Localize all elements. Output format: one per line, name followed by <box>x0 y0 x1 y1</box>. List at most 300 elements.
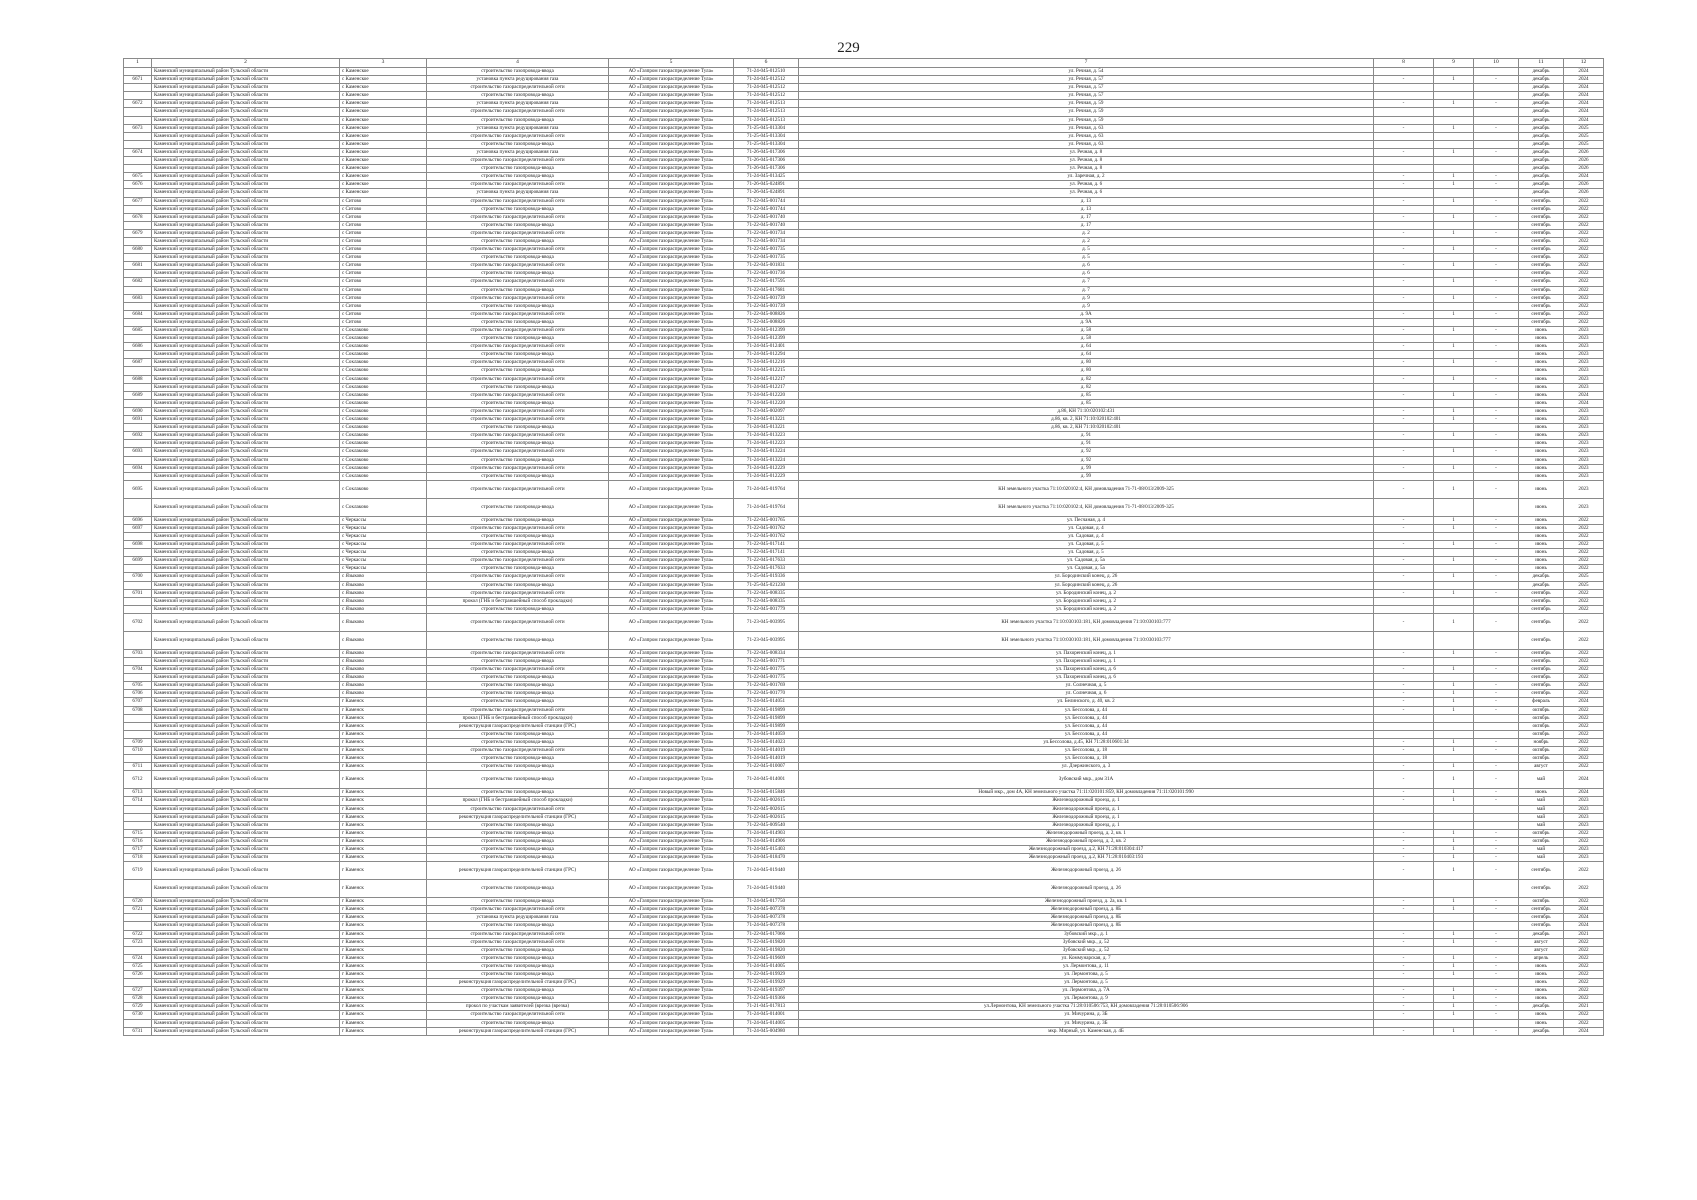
table-cell <box>1474 472 1519 480</box>
table-cell: с Черкассы <box>340 557 427 565</box>
table-cell: - <box>1474 516 1519 524</box>
table-cell: строительство газопровода-ввода <box>427 1019 609 1027</box>
table-cell: АО «Газпром газораспределение Тула» <box>609 755 734 763</box>
table-cell: - <box>1374 173 1434 181</box>
table-cell: 2021 <box>1564 1003 1604 1011</box>
table-cell <box>1474 631 1519 649</box>
table-row <box>124 464 1604 472</box>
table-cell: д. 5 <box>799 246 1374 254</box>
table-cell: 71-23-045-003995 <box>734 631 799 649</box>
table-cell: с Языково <box>340 666 427 674</box>
table-cell <box>1474 549 1519 557</box>
table-cell: строительство газопровода-ввода <box>427 335 609 343</box>
table-cell: 1 <box>1434 464 1474 472</box>
table-cell: Каменский муниципальный район Тульской области <box>152 464 340 472</box>
table-cell: сентябрь <box>1519 318 1564 326</box>
table-cell: 71-24-045-014005 <box>734 962 799 970</box>
table-cell: ул. Речная, д. 8 <box>799 157 1374 165</box>
table-cell: 2022 <box>1564 722 1604 730</box>
table-cell: декабрь <box>1519 1027 1564 1035</box>
table-cell <box>1474 498 1519 516</box>
table-cell: июнь <box>1519 448 1564 456</box>
table-cell: Каменский муниципальный район Тульской области <box>152 995 340 1003</box>
table-cell: сентябрь <box>1519 666 1564 674</box>
table-cell: - <box>1374 738 1434 746</box>
table-cell: 2022 <box>1564 714 1604 722</box>
table-cell: АО «Газпром газораспределение Тула» <box>609 108 734 116</box>
table-cell: Каменский муниципальный район Тульской области <box>152 294 340 302</box>
table-row <box>124 946 1604 954</box>
table-cell: д. 2 <box>799 229 1374 237</box>
table-row <box>124 294 1604 302</box>
table-cell: строительство газопровода-ввода <box>427 854 609 862</box>
table-cell: - <box>1474 971 1519 979</box>
table-cell: июнь <box>1519 335 1564 343</box>
table-cell <box>1374 472 1434 480</box>
table-cell: июнь <box>1519 1011 1564 1019</box>
table-cell: г Каменск <box>340 971 427 979</box>
table-cell: г Каменск <box>340 854 427 862</box>
table-cell: 71-22-045-002615 <box>734 797 799 805</box>
table-cell: АО «Газпром газораспределение Тула» <box>609 456 734 464</box>
table-cell: 2023 <box>1564 367 1604 375</box>
table-cell <box>1434 157 1474 165</box>
table-cell: Каменский муниципальный район Тульской области <box>152 730 340 738</box>
table-cell: строительство газопровода-ввода <box>427 971 609 979</box>
table-cell <box>1474 116 1519 124</box>
table-cell <box>124 821 152 829</box>
table-cell: с Ситово <box>340 205 427 213</box>
table-cell: 1 <box>1434 845 1474 853</box>
table-row <box>124 335 1604 343</box>
table-cell: - <box>1374 649 1434 657</box>
table-cell: строительство газораспределительной сети <box>427 391 609 399</box>
table-row <box>124 573 1604 581</box>
table-cell: ул. Лермонтова, д. 9 <box>799 995 1374 1003</box>
table-cell: 71-25-045-019336 <box>734 573 799 581</box>
table-cell: АО «Газпром газораспределение Тула» <box>609 440 734 448</box>
table-cell: 6683 <box>124 294 152 302</box>
table-cell: 2022 <box>1564 631 1604 649</box>
table-row <box>124 213 1604 221</box>
table-cell <box>124 631 152 649</box>
table-cell: 1 <box>1434 797 1474 805</box>
table-cell: строительство газопровода-ввода <box>427 605 609 613</box>
table-cell: АО «Газпром газораспределение Тула» <box>609 100 734 108</box>
table-cell: 6714 <box>124 797 152 805</box>
table-cell: д. 82 <box>799 383 1374 391</box>
table-row <box>124 456 1604 464</box>
table-cell: АО «Газпром газораспределение Тула» <box>609 181 734 189</box>
table-cell: 2022 <box>1564 880 1604 898</box>
table-cell: 1 <box>1434 854 1474 862</box>
table-cell: с Ситово <box>340 221 427 229</box>
table-cell: АО «Газпром газораспределение Тула» <box>609 116 734 124</box>
table-cell <box>1434 914 1474 922</box>
table-cell: АО «Газпром газораспределение Тула» <box>609 938 734 946</box>
table-cell: 2026 <box>1564 165 1604 173</box>
table-cell: д. 91 <box>799 432 1374 440</box>
table-cell: с Ситово <box>340 213 427 221</box>
table-cell: д. 64 <box>799 343 1374 351</box>
table-cell: строительство газораспределительной сети <box>427 262 609 270</box>
table-cell: 1 <box>1434 391 1474 399</box>
table-cell: 2022 <box>1564 270 1604 278</box>
table-cell <box>1374 730 1434 738</box>
table-row <box>124 480 1604 498</box>
table-cell: с Языково <box>340 581 427 589</box>
table-cell <box>124 84 152 92</box>
table-cell: 1 <box>1434 416 1474 424</box>
table-cell <box>1434 221 1474 229</box>
table-cell: 1 <box>1434 432 1474 440</box>
table-row <box>124 1011 1604 1019</box>
table-cell: 71-22-045-019609 <box>734 954 799 962</box>
table-cell: д. 6 <box>799 270 1374 278</box>
table-cell: - <box>1474 246 1519 254</box>
table-cell: Железнодорожный проезд, д. 2, кв. 1 <box>799 829 1374 837</box>
table-cell: декабрь <box>1519 92 1564 100</box>
table-cell <box>1434 440 1474 448</box>
table-cell: АО «Газпром газораспределение Тула» <box>609 589 734 597</box>
table-cell: 2024 <box>1564 698 1604 706</box>
table-cell: д. 80 <box>799 359 1374 367</box>
table-cell: 1 <box>1434 862 1474 880</box>
table-cell: - <box>1474 181 1519 189</box>
table-cell: 1 <box>1434 666 1474 674</box>
table-cell: строительство газопровода-ввода <box>427 581 609 589</box>
table-cell: 71-22-045-001771 <box>734 658 799 666</box>
table-cell: г Каменск <box>340 805 427 813</box>
table-cell: строительство газораспределительной сети <box>427 375 609 383</box>
table-cell: 71-24-045-012217 <box>734 375 799 383</box>
table-cell: реконструкция газораспределительной станции (ГРС) <box>427 1027 609 1035</box>
table-row <box>124 755 1604 763</box>
table-cell: д. 91 <box>799 440 1374 448</box>
table-cell: Каменский муниципальный район Тульской области <box>152 480 340 498</box>
table-cell: 71-24-045-012223 <box>734 440 799 448</box>
table-cell: 2022 <box>1564 589 1604 597</box>
table-cell: АО «Газпром газораспределение Тула» <box>609 407 734 415</box>
table-cell: 6708 <box>124 706 152 714</box>
table-cell: строительство газопровода-ввода <box>427 237 609 245</box>
table-cell: с Языково <box>340 631 427 649</box>
table-row <box>124 416 1604 424</box>
table-cell: 71-24-045-019440 <box>734 880 799 898</box>
table-row <box>124 730 1604 738</box>
table-cell: с Каменское <box>340 68 427 76</box>
table-cell: с Соклаково <box>340 464 427 472</box>
table-cell: АО «Газпром газораспределение Тула» <box>609 581 734 589</box>
table-cell: сентябрь <box>1519 213 1564 221</box>
table-cell: д. 9А <box>799 310 1374 318</box>
table-cell: г Каменск <box>340 738 427 746</box>
table-cell: июнь <box>1519 565 1564 573</box>
table-row <box>124 682 1604 690</box>
table-row <box>124 246 1604 254</box>
table-row <box>124 771 1604 789</box>
table-cell: 2022 <box>1564 995 1604 1003</box>
table-cell: Каменский муниципальный район Тульской области <box>152 706 340 714</box>
table-cell <box>1434 730 1474 738</box>
table-cell: строительство газораспределительной сети <box>427 108 609 116</box>
table-cell: г Каменск <box>340 906 427 914</box>
table-cell: 71-24-045-017750 <box>734 898 799 906</box>
table-cell: Каменский муниципальный район Тульской области <box>152 1011 340 1019</box>
table-cell: АО «Газпром газораспределение Тула» <box>609 987 734 995</box>
table-cell: АО «Газпром газораспределение Тула» <box>609 597 734 605</box>
table-row <box>124 165 1604 173</box>
table-row <box>124 914 1604 922</box>
table-cell: 6722 <box>124 930 152 938</box>
table-cell: Каменский муниципальный район Тульской области <box>152 116 340 124</box>
table-cell <box>124 979 152 987</box>
table-cell: с Черкассы <box>340 565 427 573</box>
table-cell: Каменский муниципальный район Тульской области <box>152 979 340 987</box>
table-cell: - <box>1374 938 1434 946</box>
table-cell: Каменский муниципальный район Тульской области <box>152 1019 340 1027</box>
table-cell: 2022 <box>1564 682 1604 690</box>
table-cell: 2022 <box>1564 971 1604 979</box>
table-cell: - <box>1474 613 1519 631</box>
table-cell <box>124 922 152 930</box>
table-cell: Каменский муниципальный район Тульской области <box>152 738 340 746</box>
table-cell: Каменский муниципальный район Тульской области <box>152 302 340 310</box>
table-cell: 2022 <box>1564 197 1604 205</box>
table-cell: ул. Бородинский конец, д. 26 <box>799 581 1374 589</box>
table-cell: с Черкассы <box>340 516 427 524</box>
table-cell: декабрь <box>1519 108 1564 116</box>
table-row <box>124 714 1604 722</box>
table-cell: 6721 <box>124 906 152 914</box>
table-cell: Железнодорожный проезд, д. 1 <box>799 813 1374 821</box>
table-cell: АО «Газпром газораспределение Тула» <box>609 254 734 262</box>
table-cell: АО «Газпром газораспределение Тула» <box>609 148 734 156</box>
table-cell: 1 <box>1434 938 1474 946</box>
table-cell: 6712 <box>124 771 152 789</box>
table-cell: 1 <box>1434 100 1474 108</box>
table-cell: д. 17 <box>799 221 1374 229</box>
table-cell: д. 2 <box>799 237 1374 245</box>
table-row <box>124 631 1604 649</box>
table-cell: строительство газораспределительной сети <box>427 557 609 565</box>
table-cell: - <box>1374 310 1434 318</box>
table-cell: строительство газопровода-ввода <box>427 498 609 516</box>
table-cell: сентябрь <box>1519 914 1564 922</box>
table-cell <box>1434 335 1474 343</box>
table-cell: строительство газораспределительной сети <box>427 343 609 351</box>
table-cell <box>124 140 152 148</box>
table-cell: 71-24-045-012513 <box>734 100 799 108</box>
table-cell: строительство газораспределительной сети <box>427 157 609 165</box>
table-cell: Каменский муниципальный район Тульской области <box>152 270 340 278</box>
table-cell: АО «Газпром газораспределение Тула» <box>609 165 734 173</box>
table-cell: с Ситово <box>340 254 427 262</box>
table-cell: 1 <box>1434 278 1474 286</box>
table-row <box>124 813 1604 821</box>
table-row <box>124 797 1604 805</box>
table-cell: г Каменск <box>340 845 427 853</box>
table-cell: - <box>1374 682 1434 690</box>
table-cell <box>124 605 152 613</box>
table-cell: АО «Газпром газораспределение Тула» <box>609 922 734 930</box>
table-cell: сентябрь <box>1519 880 1564 898</box>
table-cell: г Каменск <box>340 821 427 829</box>
table-cell <box>124 205 152 213</box>
table-cell: 6700 <box>124 573 152 581</box>
table-cell: 71-23-045-002097 <box>734 407 799 415</box>
table-cell: Каменский муниципальный район Тульской области <box>152 605 340 613</box>
table-cell: 2023 <box>1564 456 1604 464</box>
table-cell <box>1434 351 1474 359</box>
table-cell: - <box>1374 197 1434 205</box>
table-cell: г Каменск <box>340 763 427 771</box>
table-cell: г Каменск <box>340 880 427 898</box>
table-cell: - <box>1374 854 1434 862</box>
table-cell <box>1434 472 1474 480</box>
table-cell: 2023 <box>1564 383 1604 391</box>
table-cell <box>124 165 152 173</box>
table-cell <box>1474 658 1519 666</box>
table-cell <box>1474 221 1519 229</box>
table-cell: - <box>1474 432 1519 440</box>
table-cell: строительство газораспределительной сети <box>427 649 609 657</box>
table-cell: строительство газораспределительной сети <box>427 278 609 286</box>
table-cell: - <box>1474 845 1519 853</box>
table-cell <box>1374 286 1434 294</box>
table-cell: - <box>1374 845 1434 853</box>
table-cell <box>1374 581 1434 589</box>
table-cell: 71-24-045-007378 <box>734 914 799 922</box>
table-cell: г Каменск <box>340 930 427 938</box>
table-cell: строительство газораспределительной сети <box>427 573 609 581</box>
table-cell: 2022 <box>1564 541 1604 549</box>
table-cell: 1 <box>1434 706 1474 714</box>
table-cell: Каменский муниципальный район Тульской области <box>152 565 340 573</box>
table-cell: 71-22-045-019899 <box>734 706 799 714</box>
table-cell: Каменский муниципальный район Тульской области <box>152 1027 340 1035</box>
table-cell: КН земельного участка 71:10:020102:4, КН домовладения 71-71-08/013/2009-325 <box>799 498 1374 516</box>
table-cell: - <box>1474 278 1519 286</box>
table-cell: 71-22-045-001775 <box>734 674 799 682</box>
table-cell <box>1434 399 1474 407</box>
table-cell: - <box>1374 246 1434 254</box>
table-cell: 2023 <box>1564 343 1604 351</box>
table-cell <box>124 805 152 813</box>
table-cell: сентябрь <box>1519 205 1564 213</box>
table-row <box>124 597 1604 605</box>
table-cell: - <box>1374 229 1434 237</box>
table-cell: 1 <box>1434 1011 1474 1019</box>
table-cell <box>124 335 152 343</box>
table-cell: установка пункта редуцирования газа <box>427 148 609 156</box>
table-cell: ул. Песчаная, д. 4 <box>799 516 1374 524</box>
table-cell: 6698 <box>124 541 152 549</box>
table-cell <box>1474 914 1519 922</box>
table-cell <box>1374 821 1434 829</box>
table-cell: АО «Газпром газораспределение Тула» <box>609 318 734 326</box>
table-cell: 1 <box>1434 682 1474 690</box>
table-cell: 71-26-045-024891 <box>734 181 799 189</box>
table-cell: установка пункта редуцирования газа <box>427 100 609 108</box>
table-cell <box>1374 565 1434 573</box>
table-cell: строительство газопровода-ввода <box>427 286 609 294</box>
table-row <box>124 738 1604 746</box>
table-cell: д.86, кв. 2, КН 71:10:020102:401 <box>799 416 1374 424</box>
table-cell: с Языково <box>340 674 427 682</box>
table-cell: 6690 <box>124 407 152 415</box>
table-cell: 2026 <box>1564 148 1604 156</box>
table-cell: 71-23-045-003995 <box>734 613 799 631</box>
table-cell: АО «Газпром газораспределение Тула» <box>609 954 734 962</box>
table-cell: 1 <box>1434 541 1474 549</box>
table-row <box>124 124 1604 132</box>
table-cell: АО «Газпром газораспределение Тула» <box>609 722 734 730</box>
table-cell: Каменский муниципальный район Тульской области <box>152 124 340 132</box>
table-cell: строительство газораспределительной сети <box>427 480 609 498</box>
table-cell: АО «Газпром газораспределение Тула» <box>609 845 734 853</box>
table-row <box>124 898 1604 906</box>
table-cell: г Каменск <box>340 962 427 970</box>
table-cell: - <box>1374 829 1434 837</box>
table-cell: строительство газопровода-ввода <box>427 962 609 970</box>
table-cell: Каменский муниципальный район Тульской области <box>152 205 340 213</box>
table-cell: г Каменск <box>340 706 427 714</box>
table-cell: 2021 <box>1564 930 1604 938</box>
table-cell: 6715 <box>124 829 152 837</box>
table-row <box>124 254 1604 262</box>
table-cell: 1 <box>1434 738 1474 746</box>
table-cell: 2025 <box>1564 132 1604 140</box>
table-cell: 71-24-045-019440 <box>734 862 799 880</box>
table-cell: строительство газопровода-ввода <box>427 730 609 738</box>
table-cell: г Каменск <box>340 714 427 722</box>
table-cell: - <box>1374 698 1434 706</box>
table-cell: 2022 <box>1564 318 1604 326</box>
table-cell: строительство газораспределительной сети <box>427 448 609 456</box>
table-cell: Каменский муниципальный район Тульской области <box>152 76 340 84</box>
table-cell: строительство газораспределительной сети <box>427 930 609 938</box>
table-cell: июнь <box>1519 399 1564 407</box>
table-cell: - <box>1374 294 1434 302</box>
table-cell: - <box>1474 573 1519 581</box>
table-cell: ул. Речная, д. 63 <box>799 124 1374 132</box>
table-cell: ул.Лермонтова, КН земельного участка 71:28:010506:753, КН домовладения 71:28:010506:906 <box>799 1003 1374 1011</box>
table-cell: 2023 <box>1564 448 1604 456</box>
table-cell: - <box>1374 613 1434 631</box>
column-number: 10 <box>1474 59 1519 68</box>
table-row <box>124 448 1604 456</box>
table-cell: ул. Бородинский конец, д. 2 <box>799 597 1374 605</box>
table-cell <box>124 132 152 140</box>
table-row <box>124 359 1604 367</box>
table-cell: 6710 <box>124 747 152 755</box>
table-cell: - <box>1474 837 1519 845</box>
table-row <box>124 343 1604 351</box>
table-cell: Каменский муниципальный район Тульской области <box>152 714 340 722</box>
table-cell: 2026 <box>1564 189 1604 197</box>
table-cell: 71-22-045-001734 <box>734 229 799 237</box>
table-cell: Каменский муниципальный район Тульской области <box>152 597 340 605</box>
table-row <box>124 270 1604 278</box>
table-cell: сентябрь <box>1519 229 1564 237</box>
table-cell <box>1474 68 1519 76</box>
table-cell: 2022 <box>1564 565 1604 573</box>
table-cell: Каменский муниципальный район Тульской области <box>152 424 340 432</box>
table-cell: 1 <box>1434 589 1474 597</box>
table-cell <box>1474 383 1519 391</box>
table-cell: октябрь <box>1519 837 1564 845</box>
